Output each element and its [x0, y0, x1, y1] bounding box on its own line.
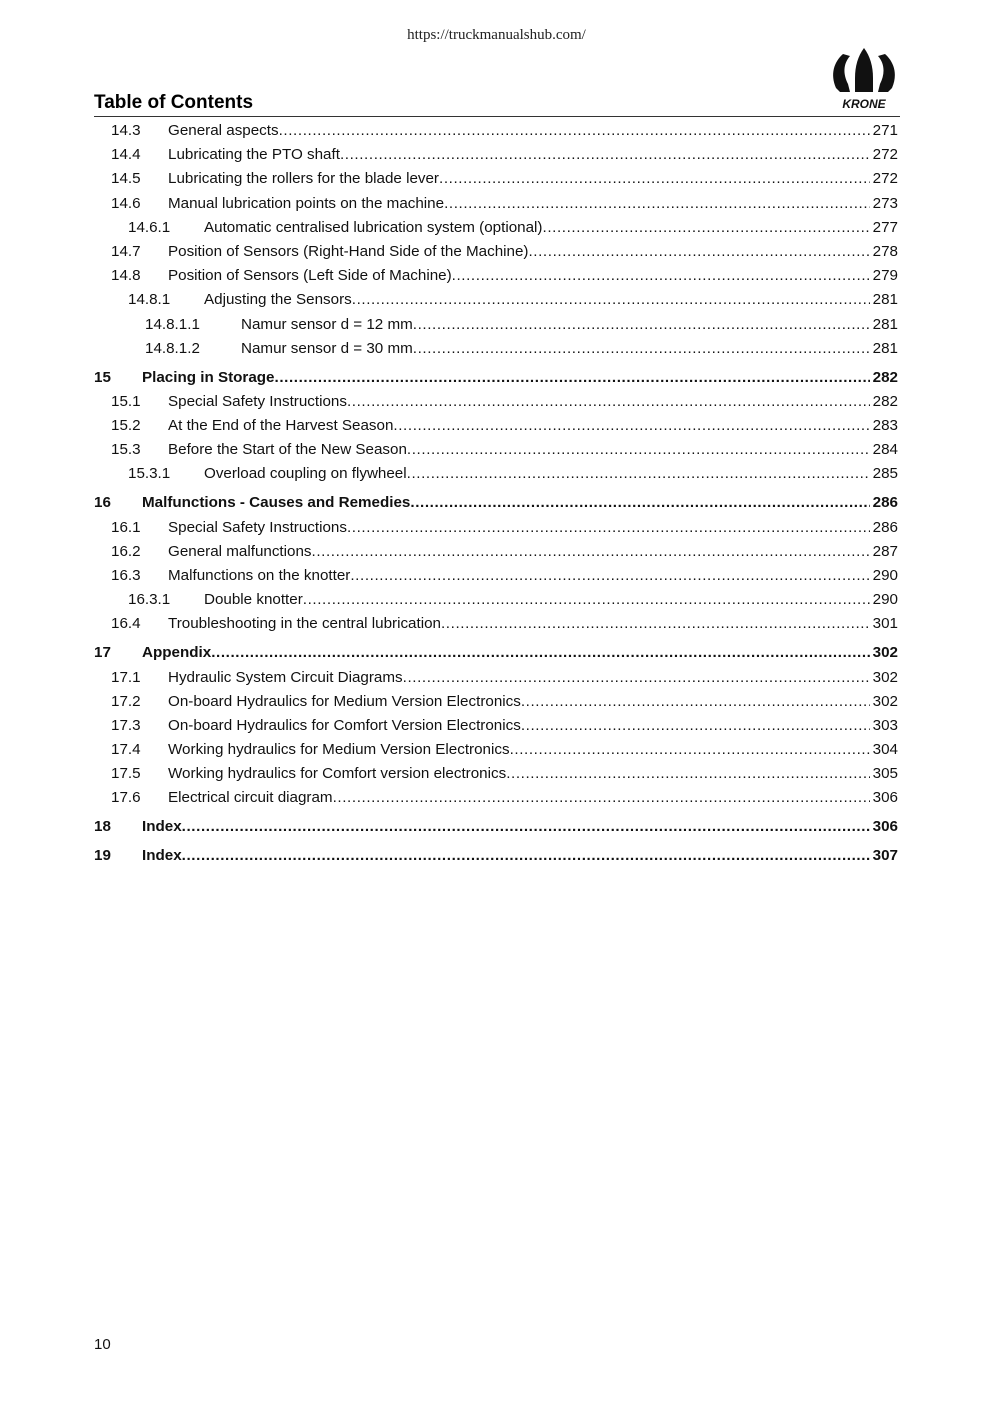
toc-entry-number: 17.4	[111, 741, 141, 759]
toc-entry-page: 307	[870, 844, 898, 868]
toc-entry[interactable]	[94, 588, 898, 612]
dot-leader	[510, 738, 870, 762]
toc-entry-title: Manual lubrication points on the machine	[168, 192, 444, 216]
dot-leader	[333, 786, 870, 810]
toc-entry-number: 14.7	[111, 242, 141, 260]
toc-entry-number: 17.3	[111, 716, 141, 734]
toc-entry-title: Troubleshooting in the central lubrication	[168, 612, 441, 636]
toc-entry-number: 17.5	[111, 765, 141, 783]
toc-entry-page: 279	[870, 264, 898, 288]
toc-entry-title: General malfunctions	[168, 540, 312, 564]
toc-entry-title: Double knotter	[204, 588, 303, 612]
toc-entry[interactable]	[94, 313, 898, 337]
dot-leader	[410, 491, 869, 515]
dot-leader	[413, 337, 870, 361]
dot-leader	[312, 540, 870, 564]
toc-entry-number: 14.8.1.1	[145, 315, 200, 333]
toc-entry[interactable]	[94, 815, 898, 839]
toc-entry-number: 17.6	[111, 789, 141, 807]
toc-entry[interactable]	[94, 438, 898, 462]
toc-entry[interactable]	[94, 564, 898, 588]
toc-entry-title: On-board Hydraulics for Medium Version Electronics	[168, 690, 521, 714]
toc-entry-number: 18	[94, 818, 111, 836]
toc-entry-page: 283	[870, 414, 898, 438]
toc-entry-page: 272	[870, 143, 898, 167]
toc-entry[interactable]	[94, 641, 898, 665]
toc-entry-title: Working hydraulics for Medium Version Electronics	[168, 738, 510, 762]
dot-leader	[441, 612, 870, 636]
toc-entry[interactable]	[94, 192, 898, 216]
toc-entry[interactable]	[94, 216, 898, 240]
toc-entry-page: 282	[870, 366, 898, 390]
dot-leader	[506, 762, 869, 786]
toc-entry-page: 287	[870, 540, 898, 564]
toc-entry[interactable]	[94, 491, 898, 515]
toc-entry-number: 16.1	[111, 518, 141, 536]
toc-entry-number: 14.4	[111, 146, 141, 164]
toc-entry-page: 281	[870, 288, 898, 312]
toc-entry[interactable]	[94, 762, 898, 786]
toc-entry-title: Automatic centralised lubrication system (optional)	[204, 216, 543, 240]
toc-entry-title: Before the Start of the New Season	[168, 438, 407, 462]
toc-entry-title: Placing in Storage	[142, 366, 275, 390]
toc-entry-title: Electrical circuit diagram	[168, 786, 333, 810]
toc-entry-number: 17	[94, 644, 111, 662]
toc-entry-number: 14.5	[111, 170, 141, 188]
dot-leader	[439, 167, 870, 191]
dot-leader	[275, 366, 870, 390]
toc-entry-number: 15	[94, 368, 111, 386]
toc-entry-number: 15.3.1	[128, 465, 171, 483]
toc-entry-title: Appendix	[142, 641, 211, 665]
toc-entry-page: 302	[870, 641, 898, 665]
toc-entry-page: 290	[870, 588, 898, 612]
toc-entry[interactable]	[94, 690, 898, 714]
toc-entry-number: 17.2	[111, 692, 141, 710]
svg-text:KRONE: KRONE	[842, 97, 886, 111]
toc-entry-page: 303	[870, 714, 898, 738]
toc-entry-title: At the End of the Harvest Season	[168, 414, 393, 438]
toc-entry-page: 271	[870, 119, 898, 143]
dot-leader	[211, 641, 869, 665]
dot-leader	[279, 119, 870, 143]
dot-leader	[521, 714, 870, 738]
dot-leader	[393, 414, 869, 438]
toc-entry[interactable]	[94, 390, 898, 414]
toc-entry[interactable]	[94, 738, 898, 762]
toc-entry-page: 302	[870, 690, 898, 714]
dot-leader	[340, 143, 870, 167]
toc-entry-page: 306	[870, 815, 898, 839]
toc-entry-page: 301	[870, 612, 898, 636]
dot-leader	[407, 462, 870, 486]
toc-entry-title: Position of Sensors (Left Side of Machine)	[168, 264, 452, 288]
toc-entry[interactable]	[94, 119, 898, 143]
toc-entry-title: Index	[142, 815, 182, 839]
toc-entry-page: 285	[870, 462, 898, 486]
toc-entry[interactable]	[94, 143, 898, 167]
toc-entry-page: 273	[870, 192, 898, 216]
toc-entry[interactable]	[94, 264, 898, 288]
toc-entry-title: Special Safety Instructions	[168, 390, 347, 414]
toc-entry-title: Overload coupling on flywheel	[204, 462, 407, 486]
toc-entry-number: 14.6.1	[128, 218, 171, 236]
dot-leader	[350, 564, 869, 588]
dot-leader	[347, 516, 870, 540]
toc-entry-page: 290	[870, 564, 898, 588]
toc-entry-number: 15.1	[111, 392, 141, 410]
krone-crown-icon	[828, 44, 900, 112]
source-url: https://truckmanualshub.com/	[407, 27, 586, 43]
dot-leader	[403, 666, 870, 690]
toc-entry[interactable]	[94, 612, 898, 636]
toc-entry-page: 272	[870, 167, 898, 191]
dot-leader	[521, 690, 870, 714]
dot-leader	[543, 216, 870, 240]
toc-entry-title: General aspects	[168, 119, 279, 143]
dot-leader	[444, 192, 870, 216]
page-number: 10	[94, 1336, 111, 1353]
toc-entry[interactable]	[94, 540, 898, 564]
toc-entry-title: Working hydraulics for Comfort version electronics	[168, 762, 506, 786]
toc-entry-page: 284	[870, 438, 898, 462]
toc-entry-number: 14.8	[111, 267, 141, 285]
toc-entry-page: 302	[870, 666, 898, 690]
toc-entry-number: 16	[94, 494, 111, 512]
toc-entry[interactable]	[94, 714, 898, 738]
toc-entry[interactable]	[94, 167, 898, 191]
dot-leader	[182, 844, 870, 868]
toc-entry-title: Index	[142, 844, 182, 868]
toc-entry-title: Lubricating the PTO shaft	[168, 143, 340, 167]
toc-entry-title: Malfunctions on the knotter	[168, 564, 350, 588]
toc-entry-number: 16.4	[111, 615, 141, 633]
toc-entry-page: 281	[870, 313, 898, 337]
dot-leader	[182, 815, 870, 839]
toc-entry-title: Lubricating the rollers for the blade lever	[168, 167, 439, 191]
dot-leader	[413, 313, 870, 337]
toc-entry-number: 16.2	[111, 542, 141, 560]
dot-leader	[528, 240, 869, 264]
toc-entry-title: Adjusting the Sensors	[204, 288, 352, 312]
krone-logo	[828, 44, 900, 112]
toc-entry-number: 15.3	[111, 441, 141, 459]
toc-entry[interactable]	[94, 786, 898, 810]
toc-entry-page: 304	[870, 738, 898, 762]
toc-entry-number: 16.3.1	[128, 591, 171, 609]
dot-leader	[352, 288, 870, 312]
dot-leader	[407, 438, 870, 462]
toc-entry-page: 306	[870, 786, 898, 810]
toc-entry-title: Hydraulic System Circuit Diagrams	[168, 666, 403, 690]
toc-entry-number: 19	[94, 847, 111, 865]
dot-leader	[347, 390, 870, 414]
toc-entry[interactable]	[94, 462, 898, 486]
toc-entry-title: Position of Sensors (Right-Hand Side of the Machine)	[168, 240, 528, 264]
toc-entry[interactable]	[94, 337, 898, 361]
toc-entry[interactable]	[94, 666, 898, 690]
toc-entry-page: 286	[870, 491, 898, 515]
toc-entry-number: 14.8.1.2	[145, 339, 200, 357]
toc-entry-page: 305	[870, 762, 898, 786]
dot-leader	[303, 588, 870, 612]
toc-entry-number: 15.2	[111, 417, 141, 435]
toc-entry-title: Namur sensor d = 12 mm	[241, 313, 413, 337]
header-divider	[94, 116, 900, 117]
toc-entry[interactable]	[94, 844, 898, 868]
toc-entry-title: Malfunctions - Causes and Remedies	[142, 491, 410, 515]
toc-entry-page: 281	[870, 337, 898, 361]
toc-entry-page: 286	[870, 516, 898, 540]
toc-entry-number: 14.3	[111, 122, 141, 139]
toc-entry-number: 14.6	[111, 194, 141, 212]
toc-entry-title: Namur sensor d = 30 mm	[241, 337, 413, 361]
toc-entry-number: 14.8.1	[128, 291, 171, 309]
toc-entry-title: On-board Hydraulics for Comfort Version Electronics	[168, 714, 521, 738]
toc-entry-page: 278	[870, 240, 898, 264]
toc-entry-page: 282	[870, 390, 898, 414]
toc-entry-page: 277	[870, 216, 898, 240]
toc-entry[interactable]	[94, 288, 898, 312]
toc-entry[interactable]	[94, 516, 898, 540]
toc-entry-number: 17.1	[111, 668, 141, 686]
page-title: Table of Contents	[94, 92, 254, 113]
dot-leader	[452, 264, 870, 288]
toc-entry-title: Special Safety Instructions	[168, 516, 347, 540]
toc-entry[interactable]	[94, 414, 898, 438]
toc-entry[interactable]	[94, 366, 898, 390]
toc-entry-number: 16.3	[111, 566, 141, 584]
toc-entry[interactable]	[94, 240, 898, 264]
table-of-contents	[94, 119, 898, 869]
